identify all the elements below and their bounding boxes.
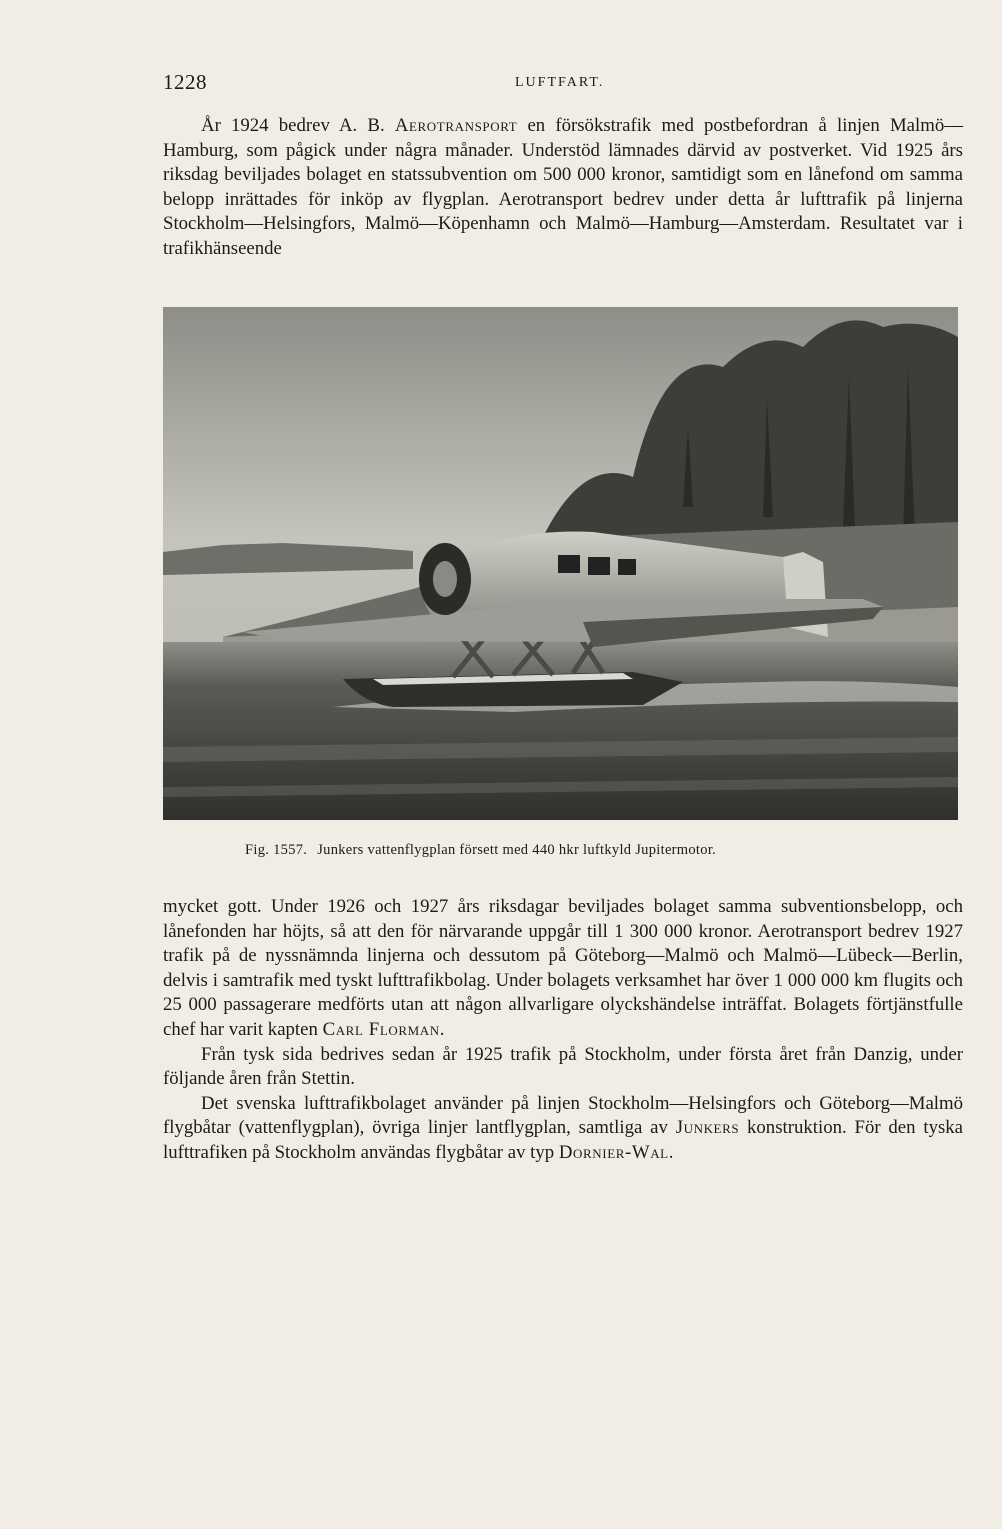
company-name: Aerotransport bbox=[394, 115, 518, 136]
text-run: konstruktion. För den tyska lufttrafiken på Stockholm användas flygbåtar av typ bbox=[163, 1117, 964, 1163]
top-paragraph-block bbox=[163, 114, 963, 262]
paragraph bbox=[163, 895, 963, 1043]
aircraft-type: Dornier-Wal bbox=[558, 1141, 669, 1163]
text-run: År 1924 bedrev A. B. bbox=[201, 115, 395, 136]
figure-caption bbox=[245, 842, 945, 859]
page-header bbox=[163, 70, 963, 100]
paragraph bbox=[163, 1092, 963, 1166]
text-run: mycket gott. Under 1926 och 1927 års riksdagar beviljades bolaget samma subventionsbelopp, och lånefonden har höjts, så att den för närvarande uppgår till 1 300 000 kronor. Aerotransport bedrev 1927 trafik på de nyssnämnda linjerna och dessutom på Göteborg—Malmö och Malmö—Lübeck—Berlin, delvis i samtrafik med tyskt lufttrafikbolag. Under bolagets verksamhet har över 1 000 000 km flugits och 25 000 passagerare medförts utan att någon allvarligare olyckshändelse inträffat. Bolagets förtjänstfulle chef har varit kapten bbox=[163, 896, 963, 1040]
caption-text: Junkers vattenflygplan försett med 440 hkr luftkyld Jupitermotor. bbox=[317, 842, 717, 858]
paragraph bbox=[163, 114, 963, 262]
text-run: Det svenska lufttrafikbolaget använder på linjen Stockholm—Helsingfors och Göteborg—Malmö flygbåtar (vattenflygplan), övriga linjer lantflygplan, samtliga av bbox=[163, 1092, 963, 1139]
text-run: . bbox=[668, 1141, 674, 1163]
caption-number: Fig. 1557. bbox=[245, 842, 308, 858]
seaplane-photo bbox=[163, 307, 958, 820]
person-name: Carl Florman bbox=[322, 1018, 440, 1040]
bottom-text-block bbox=[163, 895, 963, 1166]
photo-illustration bbox=[163, 307, 958, 820]
page-number: 1228 bbox=[163, 70, 207, 94]
text-run: en försökstrafik med postbefordran å linjen Malmö—Hamburg, som pågick under några månader. Understöd lämnades därvid av postverket. Vid 1925 års riksdag beviljades bolaget en statssubvention om 500 000 kronor, samtidigt som en lånefond om samma belopp inrättades för inköp av flygplan. Aerotransport bedrev under detta år lufttrafik på linjerna Stockholm—Helsingfors, Malmö—Köpenhamn och Malmö—Hamburg—Amsterdam. Resultatet var i trafikhänseende bbox=[163, 115, 963, 259]
running-head: LUFTFART. bbox=[515, 75, 605, 90]
company-name: Junkers bbox=[675, 1117, 740, 1139]
paragraph: Från tysk sida bedrives sedan år 1925 trafik på Stockholm, under första året från Danzig, under följande åren från Stettin. bbox=[163, 1043, 963, 1090]
text-run: . bbox=[439, 1018, 445, 1040]
